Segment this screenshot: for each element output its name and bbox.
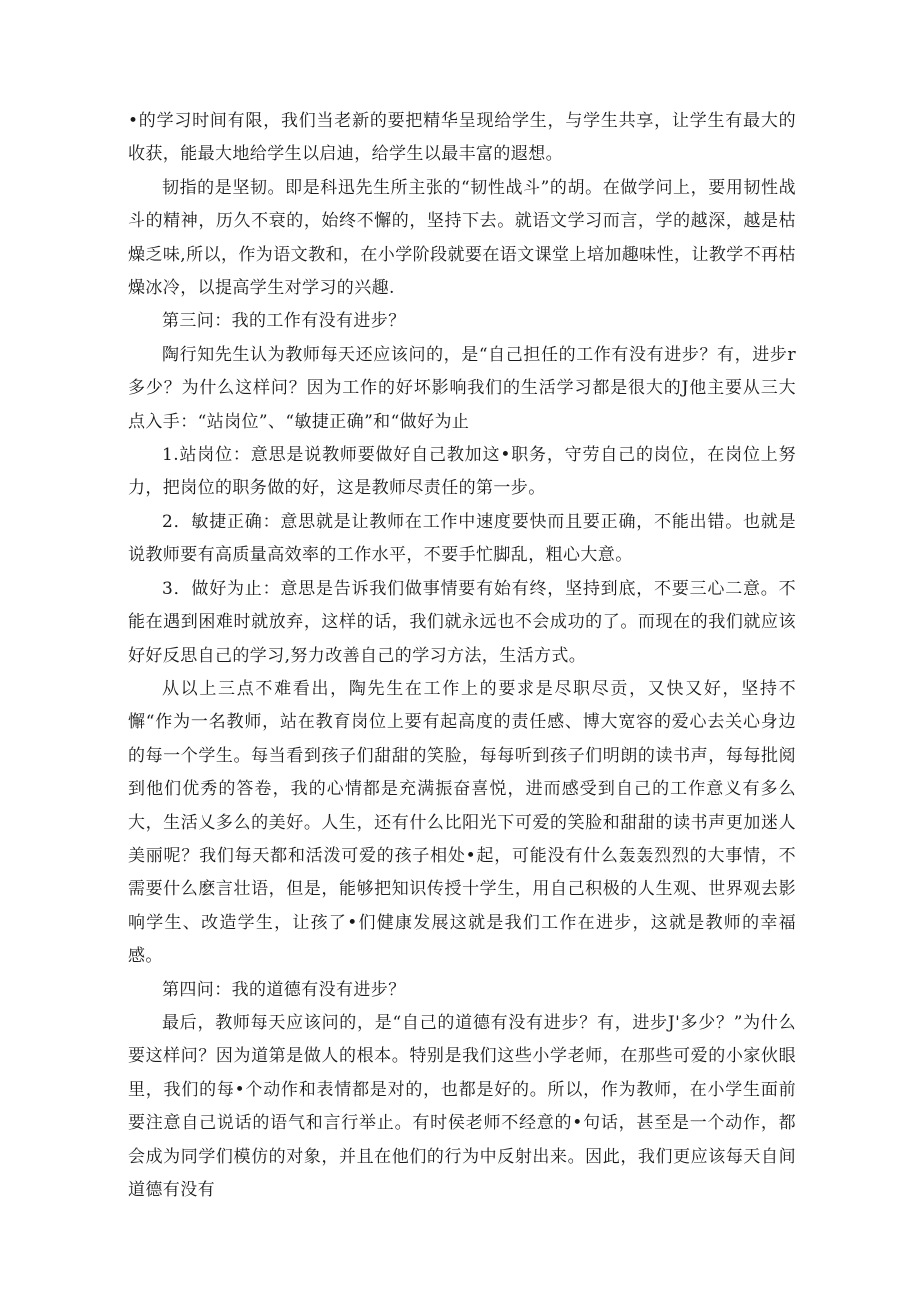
paragraph-tenacity: 韧指的是坚韧。即是科迅先生所主张的“韧性战斗”的胡。在做学问上，要用韧性战斗的精神，历久不衰的，始终不懈的，坚持下去。就语文学习而言，学的越深，越是枯燥乏味,所以，作为语文教和，在小学阶段就要在语文课堂上培加趣味性，让教学不再枯燥冰冷，以提高学生对学习的兴趣. [128,177,796,299]
document-body [128,105,796,1207]
heading-question-four: 第四问：我的道德有没有进步？ [162,979,406,1000]
paragraph-work-progress: 陶行知先生认为教师每天还应该问的，是“自己担任的工作有没有进步？有，进步r多少？为什么这样问？因为工作的好坏影响我们的生活学习都是很大的J他主要从三大点入手：“站岗位”、“敏捷正确”和“做好为止 [128,344,796,432]
paragraph-summary: 从以上三点不难看出，陶先生在工作上的要求是尽职尽贡，又快又好，坚持不懈“作为一名教师，站在教育岗位上要有起高度的责任感、博大宽容的爱心去关心身边的每一个学生。每当看到孩子们甜甜的笑脸，每每听到孩子们明朗的读书声，每每批阅到他们优秀的答卷，我的心情都是充满振奋喜悦，进而感受到自己的工作意义有多么大，生活乂多么的美好。人生，还有什么比阳光下可爱的笑脸和甜甜的读书声更加迷人美丽呢？我们每天都和活泼可爱的孩子相处•起，可能没有什么轰轰烈烈的大事情，不需要什么麽言壮语，但是，能够把知识传授十学生，用自己积极的人生观、世界观去影响学生、改造学生，让孩了•们健康发展这就是我们工作在进步，这就是教师的幸福感。 [128,678,796,967]
list-item-2: 2．敏捷正确：意思就是让教师在工作中速度要快而且要正确，不能出错。也就是说教师要有高质量高效率的工作水平，不要手忙脚乱，粗心大意。 [128,511,796,566]
list-item-1: 1.站岗位：意思是说教师要做好自己教加这•职务，守劳自己的岗位，在岗位上努力，把岗位的职务做的好，这是教师尽责任的第一步。 [128,445,796,499]
list-item-3: 3．做好为止：意思是告诉我们做事情要有始有终，坚持到底，不要三心二意。不能在遇到困难时就放弃，这样的话，我们就永远也不会成功的了。而现在的我们就应该好好反思自己的学习,努力改善自己的学习方法，生活方式。 [128,578,796,666]
paragraph-moral-progress: 最后，教师每天应该问的，是“自己的道德有没有进步？有，进步J'多少？”为什么要这样问？因为道第是做人的根本。特别是我们这些小学老师，在那些可爱的小家伙眼里，我们的每•个动作和表情都是对的，也都是好的。所以，作为教师，在小学生面前要注意自己说话的语气和言行举止。有时侯老师不经意的•句话，甚至是一个动作，都会成为同学们模仿的对象，并且在他们的行为中反射出来。因此，我们更应该每天自间道德有没有 [128,1012,796,1200]
paragraph-continuation: •的学习时间有限，我们当老新的要把精华呈现给学生，与学生共享，让学生有最大的收获，能最大地给学生以启迪，给学生以最丰富的遐想。 [128,111,796,165]
heading-question-three: 第三问：我的工作有没有进步？ [162,311,406,332]
